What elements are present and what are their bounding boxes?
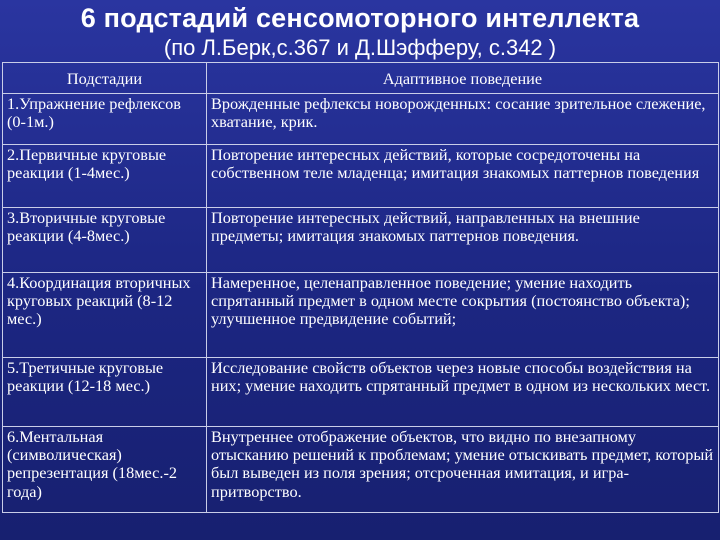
behavior-cell: Намеренное, целенаправленное поведение; умение находить спрятанный предмет в одном месте сокрытия (постоянство объекта); улучшенное предвидение событий; bbox=[207, 273, 719, 358]
behavior-cell: Повторение интересных действий, которые сосредоточены на собственном теле младенца; имитация знакомых паттернов поведения bbox=[207, 145, 719, 208]
table-row bbox=[3, 94, 719, 145]
slide-title: 6 подстадий сенсомоторного интеллекта bbox=[80, 3, 640, 33]
table-row bbox=[3, 358, 719, 427]
table-row bbox=[3, 273, 719, 358]
table-header-row bbox=[3, 63, 719, 94]
stage-cell: 1.Упражнение рефлексов (0-1м.) bbox=[3, 94, 207, 145]
header-stages: Подстадии bbox=[3, 63, 207, 94]
behavior-cell: Врожденные рефлексы новорожденных: сосание зрительное слежение, хватание, крик. bbox=[207, 94, 719, 145]
behavior-cell: Повторение интересных действий, направленных на внешние предметы; имитация знакомых паттернов поведения. bbox=[207, 208, 719, 273]
stage-cell: 4.Координация вторичных круговых реакций (8-12 мес.) bbox=[3, 273, 207, 358]
table-row bbox=[3, 145, 719, 208]
behavior-cell: Исследование свойств объектов через новые способы воздействия на них; умение находить спрятанный предмет в одном из нескольких мест. bbox=[207, 358, 719, 427]
behavior-cell: Внутреннее отображение объектов, что видно по внезапному отысканию решений к проблемам; умение отыскивать предмет, который был выведен из поля зрения; отсроченная имитация, и игра-притворство. bbox=[207, 427, 719, 513]
slide-subtitle: (по Л.Берк,с.367 и Д.Шэфферу, с.342 ) bbox=[163, 35, 557, 60]
table-row bbox=[3, 208, 719, 273]
stage-cell: 3.Вторичные круговые реакции (4-8мес.) bbox=[3, 208, 207, 273]
stages-table bbox=[2, 62, 719, 513]
stage-cell: 5.Третичные круговые реакции (12-18 мес.) bbox=[3, 358, 207, 427]
table-row bbox=[3, 427, 719, 513]
header-adaptive-behavior: Адаптивное поведение bbox=[207, 63, 719, 94]
stage-cell: 6.Ментальная (символическая) репрезентация (18мес.-2 года) bbox=[3, 427, 207, 513]
stage-cell: 2.Первичные круговые реакции (1-4мес.) bbox=[3, 145, 207, 208]
